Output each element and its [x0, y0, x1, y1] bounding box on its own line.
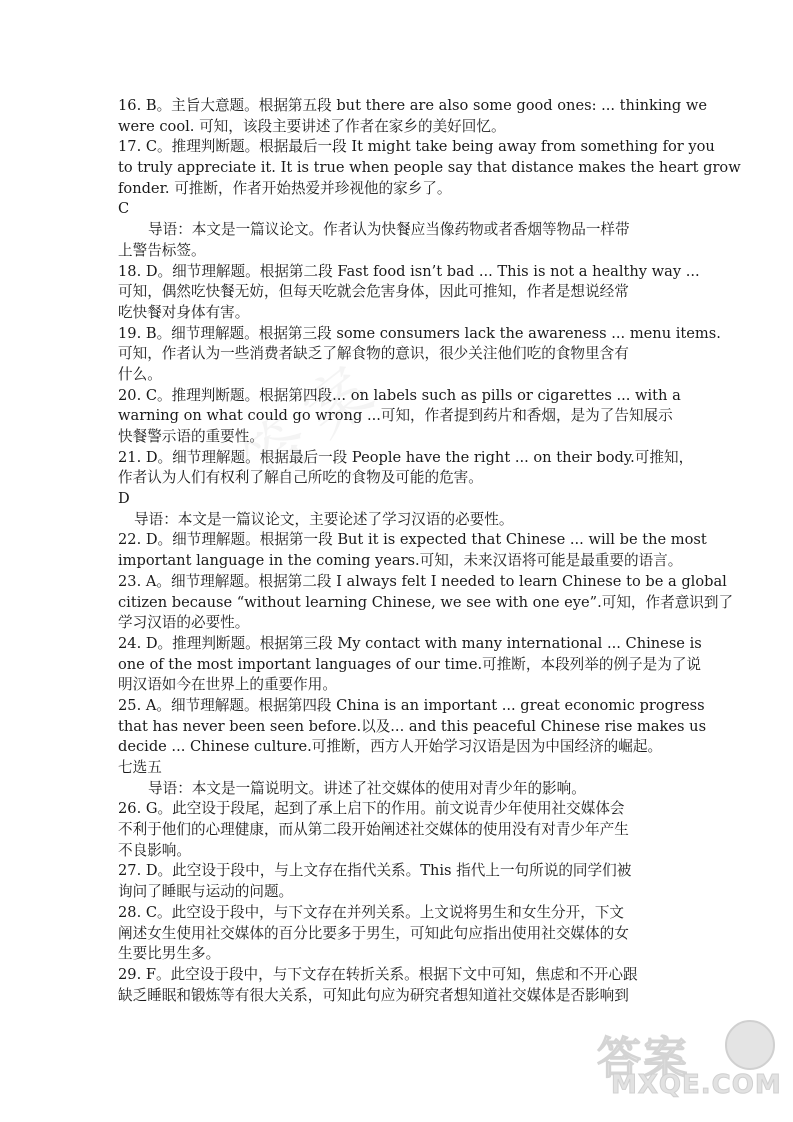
- section-heading-c: C: [118, 200, 130, 218]
- text-line: 什么。: [118, 365, 162, 383]
- text-line: 26. G。此空设于段尾，起到了承上启下的作用。前文说青少年使用社交媒体会: [118, 800, 625, 818]
- text-line: that has never been seen before.以及... and this peaceful Chinese rise makes us: [118, 717, 707, 735]
- text-line: 学习汉语的必要性。: [118, 614, 250, 632]
- logo-url-text: MXQE.COM: [611, 1070, 782, 1100]
- text-line: 28. C。此空设于段中，与下文存在并列关系。上文说将男生和女生分开，下文: [118, 903, 625, 921]
- text-line: 21. D。细节理解题。根据最后一段 People have the right ... on their body.可推知，: [118, 448, 694, 466]
- text-line: 上警告标签。: [118, 241, 206, 259]
- text-line: 快餐警示语的重要性。: [118, 428, 264, 445]
- text-line: 阐述女生使用社交媒体的百分比要多于男生，可知此句应指出使用社交媒体的女: [118, 924, 629, 942]
- text-line: warning on what could go wrong ...可知，作者提到药片和香烟，是为了告知展示: [118, 407, 673, 425]
- text-line: 缺乏睡眠和锻炼等有很大关系，可知此句应为研究者想知道社交媒体是否影响到: [118, 986, 629, 1004]
- text-line: citizen because “without learning Chinese, we see with one eye”.可知，作者意识到了: [118, 593, 734, 611]
- text-line: 20. C。推理判断题。根据第四段... on labels such as pills or cigarettes ... with a: [118, 386, 681, 404]
- text-line: to truly appreciate it. It is true when people say that distance makes the heart grow: [118, 159, 741, 177]
- text-line: 明汉语如今在世界上的重要作用。: [118, 676, 337, 694]
- logo-chinese-text: 答案: [597, 1033, 689, 1084]
- logo-badge-icon: [725, 1020, 775, 1070]
- text-line: 19. B。细节理解题。根据第三段 some consumers lack the awareness ... menu items.: [118, 324, 721, 342]
- text-line: 吃快餐对身体有害。: [118, 303, 250, 321]
- text-line: 25. A。细节理解题。根据第四段 China is an important ... great economic progress: [118, 696, 705, 714]
- text-line: 29. F。此空设于段中，与下文存在转折关系。根据下文中可知，焦虑和不开心跟: [118, 965, 638, 983]
- text-line: 17. C。推理判断题。根据最后一段 It might take being away from something for you: [118, 138, 715, 156]
- text-line: 不利于他们的心理健康，而从第二段开始阐述社交媒体的使用没有对青少年产生: [118, 821, 629, 839]
- text-line: 导语：本文是一篇说明文。讲述了社交媒体的使用对青少年的影响。: [148, 779, 586, 797]
- text-line: 生要比男生多。: [118, 945, 221, 963]
- site-logo: [593, 1016, 783, 1108]
- text-line: 16. B。主旨大意题。根据第五段 but there are also some good ones: ... thinking we: [118, 97, 708, 114]
- text-line: decide ... Chinese culture.可推断，西方人开始学习汉语是因为中国经济的崛起。: [118, 738, 663, 756]
- text-line: one of the most important languages of our time.可推断，本段列举的例子是为了说: [118, 655, 702, 673]
- text-line: 导语：本文是一篇议论文，主要论述了学习汉语的必要性。: [134, 510, 514, 528]
- text-line: were cool. 可知，该段主要讲述了作者在家乡的美好回忆。: [118, 117, 506, 135]
- text-line: 可知，作者认为一些消费者缺乏了解食物的意识，很少关注他们吃的食物里含有: [118, 345, 629, 363]
- text-line: 23. A。细节理解题。根据第二段 I always felt I needed to learn Chinese to be a global: [118, 572, 727, 590]
- text-line: 22. D。细节理解题。根据第一段 But it is expected that Chinese ... will be the most: [118, 531, 707, 549]
- text-line: fonder. 可推断，作者开始热爱并珍视他的家乡了。: [118, 179, 452, 197]
- section-heading-qxw: 七选五: [118, 759, 162, 776]
- answer-key-document: [118, 96, 741, 1006]
- text-line: 27. D。此空设于段中，与上文存在指代关系。This 指代上一句所说的同学们被: [118, 862, 632, 880]
- text-line: 作者认为人们有权利了解自己所吃的食物及可能的危害。: [118, 469, 483, 487]
- text-line: 18. D。细节理解题。根据第二段 Fast food isn’t bad ... This is not a healthy way ...: [118, 262, 700, 280]
- text-line: 询问了睡眠与运动的问题。: [118, 883, 294, 901]
- text-line: 24. D。推理判断题。根据第三段 My contact with many international ... Chinese is: [118, 634, 702, 652]
- text-line: 可知，偶然吃快餐无妨，但每天吃就会危害身体，因此可推知，作者是想说经常: [118, 283, 629, 301]
- text-line: 不良影响。: [118, 841, 191, 859]
- text-line: 导语：本文是一篇议论文。作者认为快餐应当像药物或者香烟等物品一样带: [148, 221, 630, 239]
- section-heading-d: D: [118, 490, 130, 508]
- text-line: important language in the coming years.可知，未来汉语将可能是最重要的语言。: [118, 552, 683, 570]
